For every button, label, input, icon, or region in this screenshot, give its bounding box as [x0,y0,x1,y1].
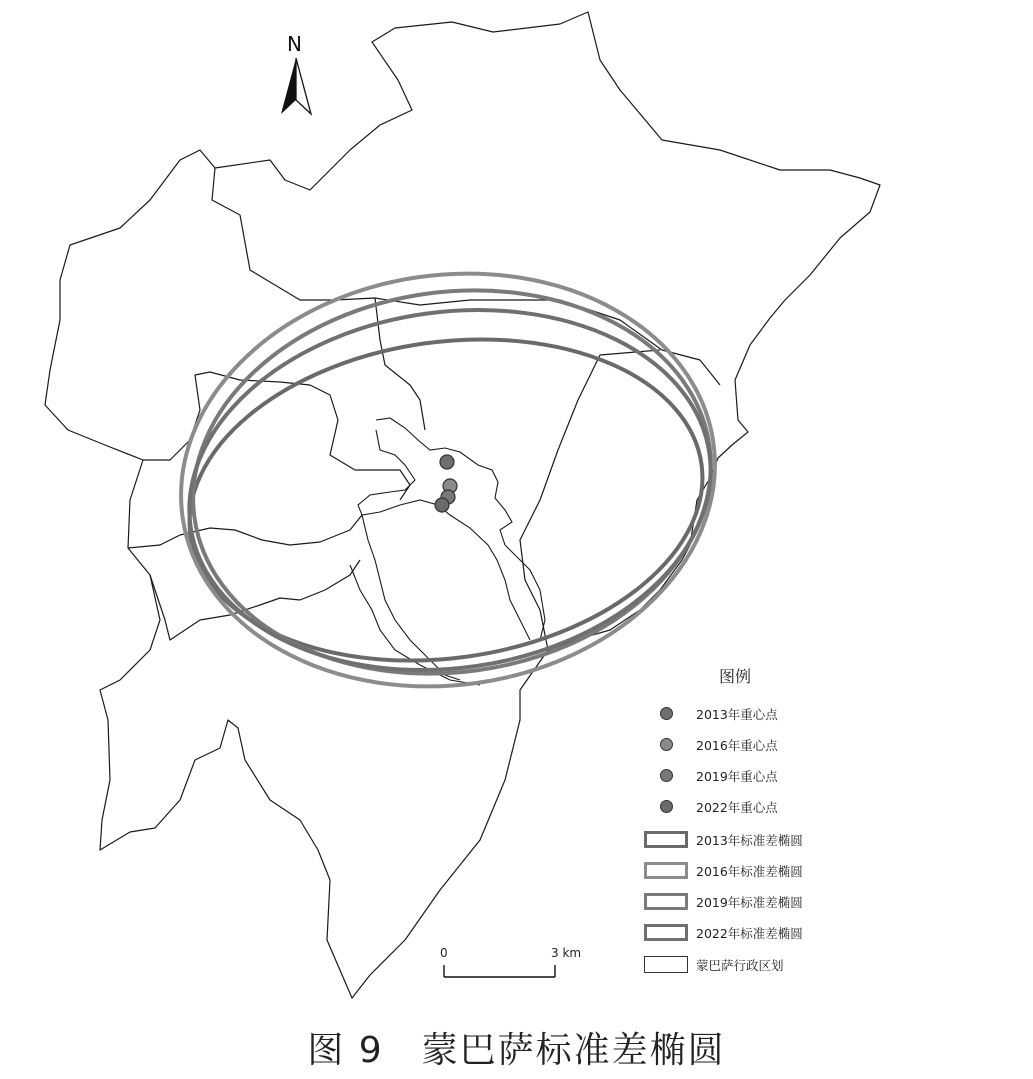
admin-boundary-west [128,515,362,548]
creek-west [362,515,460,680]
island-outline [376,418,545,640]
legend-boundary-symbol [644,956,688,973]
legend-point-symbol [660,769,673,782]
legend-item-point-2022 [640,796,870,818]
scale-start-label: 0 [440,946,448,960]
legend-label: 蒙巴萨行政区划 [696,958,784,973]
legend-ellipse-symbol [644,831,688,848]
legend-item-point-2013 [640,703,870,725]
admin-boundary-north [212,168,720,385]
scale-end-label: 3 km [551,946,582,960]
legend-label: 2016年标准差椭圆 [696,864,803,879]
legend-label: 2016年重心点 [696,738,778,753]
legend-item-ellipse-2013 [640,829,870,851]
centroid-2022 [435,498,449,512]
legend-label: 2019年重心点 [696,769,778,784]
scale-bar [444,965,555,977]
legend-point-symbol [660,800,673,813]
legend-label: 2019年标准差椭圆 [696,895,803,910]
legend-ellipse-symbol [644,862,688,879]
legend-label: 2013年重心点 [696,707,778,722]
admin-boundary-east [520,350,660,650]
legend-label: 2022年标准差椭圆 [696,926,803,941]
legend-point-symbol [660,707,673,720]
legend-ellipse-symbol [644,924,688,941]
legend-ellipse-symbol [644,893,688,910]
legend-label: 2013年标准差椭圆 [696,833,803,848]
figure-caption: 图 9 蒙巴萨标准差椭圆 [307,1030,726,1071]
legend-point-symbol [660,738,673,751]
legend-item-ellipse-2022 [640,922,870,944]
legend-item-point-2019 [640,765,870,787]
centroid-2013 [440,455,454,469]
centroid-group [435,455,457,512]
legend-title: 图例 [719,667,752,686]
legend-item-ellipse-2019 [640,891,870,913]
legend-item-point-2016 [640,734,870,756]
legend-item-boundary [640,954,870,976]
admin-boundary-southwest [150,560,360,640]
legend-label: 2022年重心点 [696,800,778,815]
legend-item-ellipse-2016 [640,860,870,882]
north-arrow-icon [281,58,311,114]
north-label: N [287,32,302,56]
